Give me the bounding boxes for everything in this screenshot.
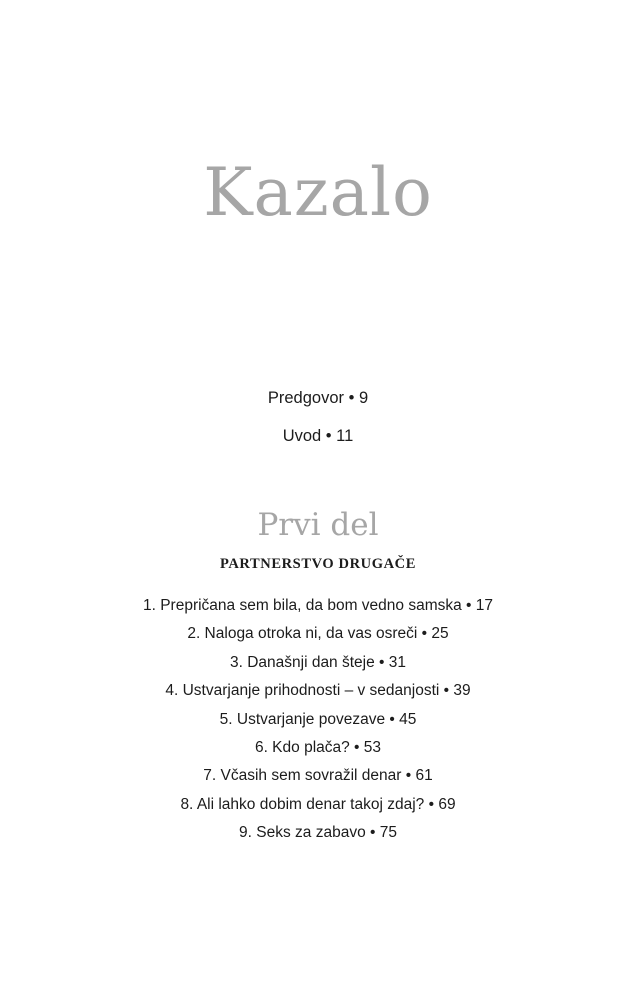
toc-entry-chapter-6: 6. Kdo plača? • 53	[254, 738, 382, 756]
toc-entry-chapter-7: 7. Včasih sem sovražil denar • 61	[203, 767, 433, 785]
toc-entry-chapter-4: 4. Ustvarjanje prihodnosti – v sedanjosti • 39	[165, 682, 471, 700]
toc-entry-chapter-8: 8. Ali lahko dobim denar takoj zdaj? • 69	[180, 795, 456, 813]
toc-entry-chapter-2: 2. Naloga otroka ni, da vas osreči • 25	[187, 625, 449, 643]
front-matter-list	[0, 386, 636, 462]
toc-entry-chapter-3: 3. Današnji dan šteje • 31	[229, 653, 407, 671]
toc-entry-preface: Predgovor • 9	[267, 389, 369, 407]
part-subtitle: PARTNERSTVO DRUGAČE	[219, 556, 417, 572]
part-title: Prvi del	[257, 507, 379, 543]
toc-entry-chapter-1: 1. Prepričana sem bila, da bom vedno samska • 17	[142, 597, 494, 614]
page-title: Kazalo	[203, 154, 433, 231]
toc-entry-chapter-5: 5. Ustvarjanje povezave • 45	[219, 710, 417, 728]
toc-entry-introduction: Uvod • 11	[282, 427, 354, 445]
chapter-list	[0, 594, 636, 850]
toc-entry-chapter-9: 9. Seks za zabavo • 75	[239, 824, 397, 842]
